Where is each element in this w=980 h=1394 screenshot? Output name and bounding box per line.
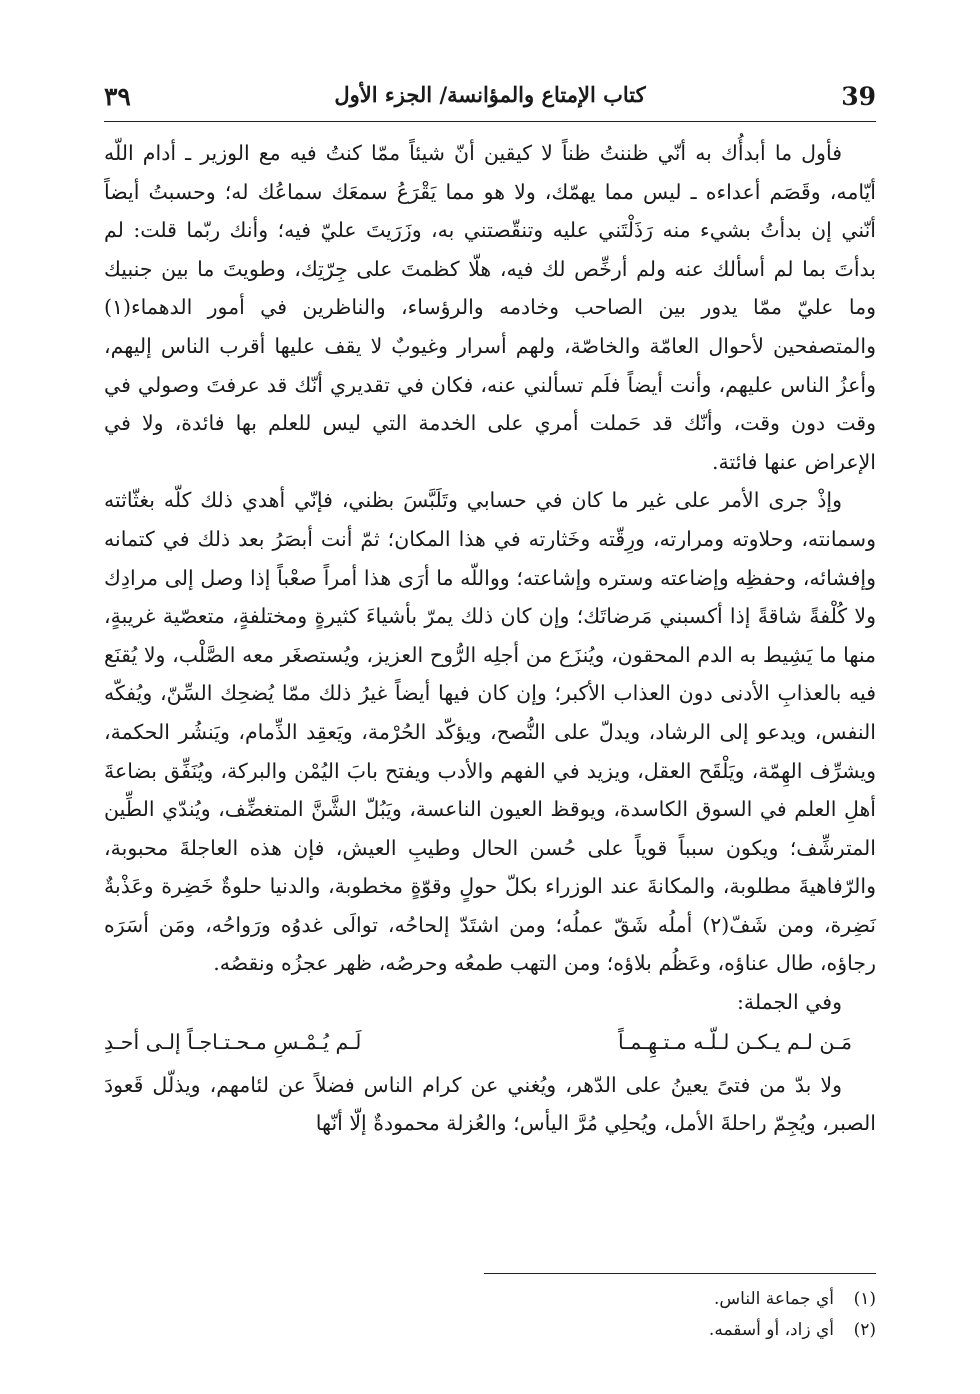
page-number-latin: 39	[841, 82, 876, 111]
poetry-verse	[104, 1022, 876, 1066]
footnote-2	[104, 1315, 876, 1346]
footnotes	[104, 1284, 876, 1346]
footnote-number: (١)	[853, 1289, 876, 1309]
running-header	[104, 78, 876, 118]
footnote-divider	[484, 1273, 876, 1274]
footnote-text: أي زاد، أو أسقمه.	[708, 1320, 834, 1340]
footnote-text: أي جماعة الناس.	[714, 1289, 834, 1309]
verse-second-hemistich: لَـم يُـمْـسِ مـحـتـاجـاً إلـى أحـدِ	[104, 1029, 362, 1054]
verse-intro: وفي الجملة:	[736, 990, 842, 1015]
footnote-1	[104, 1284, 876, 1315]
page-number-arabic: ٣٩	[104, 82, 131, 111]
paragraph-3: ولا بدّ من فتىً يعينُ على الدّهر، ويُغني عن كرام الناس فضلاً عن لئامهم، ويذلّل قَعودَ الصبر، ويُجِمّ راحلةَ الأمل، ويُحلِي مُرَّ اليأس؛ والعُزلة محمودةٌ إلّا أنّها	[104, 1072, 876, 1136]
header-divider	[104, 121, 876, 122]
footnote-number: (٢)	[853, 1320, 876, 1340]
paragraph-1: فأول ما أبدأُك به أنّي ظننتُ ظناً لا كيقين أنّ شيئاً ممّا كنتُ فيه مع الوزير ـ أدام اللّه أيّامه، وقَصَم أعداءه ـ ليس مما يهمّك، ولا هو مما يَقْرَعُ سمعَك سماعُك له؛ وحسبتُ أيضاً أنّني إن بدأتُ بشيء منه رَذَلْتَني عليه وتنقّصتني به، وزَرَيتَ عليّ فيه؛ وأنك ربّما قلت: لم بدأتَ بما لم أسألك عنه ولم أرخِّص لك فيه، هلّا كظمتَ على جِرّتِك، وطويتَ ما بين جنبيك وما عليّ ممّا يدور بين الصاحب وخادمه والرؤساء، والناظرين في أمور الدهماء(١) والمتصفحين لأحوال العامّة والخاصّة، ولهم أسرار وغيوبٌ لا يقف عليها أقرب الناس إليهم، وأعزُ الناس عليهم، وأنت أيضاً فلَم تسألني عنه، فكان في تقديري أنّك قد عرفتَ وصولي في وقت دون وقت، وأنّك قد حَملت أمري على الخدمة التي ليس للعلم بها فائدة، ولا في الإعراض عنها فائتة.	[104, 141, 876, 474]
running-title: كتاب الإمتاع والمؤانسة/ الجزء الأول	[334, 82, 646, 107]
main-text	[104, 134, 876, 1143]
paragraph-2: وإذْ جرى الأمر على غير ما كان في حسابي وتَلَبَّسَ بظني، فإنّي أهدي ذلك كلّه بغثّاثته وسمانته، وحلاوته ومرارته، ورِقّته وخَثارته في هذا المكان؛ ثمّ أنت أبصَرُ بعد ذلك في كتمانه وإفشائه، وحفظِه وإضاعته وستره وإشاعته؛ وواللّه ما أرَى هذا أمراً صعْباً إذا وصل إلى مرادِك ولا كُلْفةً شاقةً إذا أكسبني مَرضاتَك؛ وإن كان ذلك يمرّ بأشياءَ كثيرةٍ ومختلفةٍ، متعصّية غريبةٍ، منها ما يَشِيط به الدم المحقون، ويُنزَع من أجلِه الرُّوح العزيز، ويُستصغَر معه الصَّلْب، ولا يُقنَع فيه بالعذابِ الأدنى دون العذاب الأكبر؛ وإن كان فيها أيضاً غيرُ ذلك ممّا يُضحِك السِّنّ، ويُفكّه النفس، ويدعو إلى الرشاد، ويدلّ على النُّصح، ويؤكّد الحُرْمة، ويَعقِد الذِّمام، ويَنشُر الحكمة، ويشرِّف الهِمّة، ويَلْقَح العقل، ويزيد في الفهم والأدب ويفتح بابَ اليُمْن والبركة، ويُنَفِّق بضاعةَ أهلِ العلم في السوق الكاسدة، ويوقظ العيون الناعسة، ويَبُلّ الشَّنَّ المتغضِّف، ويُندّي الطِّين المترشِّف؛ ويكون سبباً قوياً على حُسن الحال وطيبِ العيش، فإن هذه العاجلةَ محبوبة، والرّفاهيةَ مطلوبة، والمكانةَ عند الوزراء بكلّ حولٍ وقوّةٍ مخطوبة، والدنيا حلوةٌ خَضِرة وعَذْبةٌ نَضِرة، ومن شَفّ(٢) أملُه شَقّ عملُه؛ ومن اشتَدّ إلحاحُه، توالَى غدوُه ورَواحُه، ومَن أسَرَه رجاؤه، طال عناؤه، وعَظُم بلاؤه؛ ومن التهب طمعُه وحرصُه، ظهر عجزُه ونقصُه.	[104, 488, 876, 976]
verse-first-hemistich: مَـن لـم يـكـن لـلّـه مـتـهِـمـاً	[618, 1029, 852, 1054]
